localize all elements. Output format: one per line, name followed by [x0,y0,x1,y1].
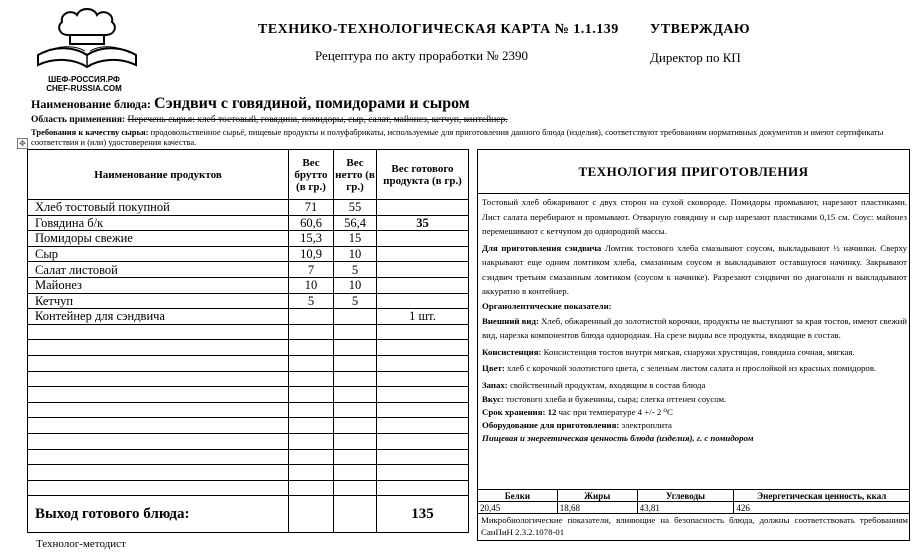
technology-panel [477,149,910,541]
table-header-row [28,150,469,200]
look-label: Внешний вид: [482,315,539,326]
dish-label: Наименование блюда: [31,97,151,111]
empty-row [28,418,469,434]
scope-label: Область применения: [31,115,126,125]
storage-paragraph [482,407,907,418]
technolog-signature-label: Технолог-методист [36,538,126,550]
storage-label: Срок хранения: [482,407,546,417]
header-ready: Вес готового продукта (в гр.) [377,150,469,200]
taste-label: Вкус: [482,394,504,404]
table-move-handle-icon[interactable]: ✥ [17,138,28,149]
cell-net: 55 [334,200,377,216]
cell-ready [377,277,469,293]
scope-line [31,115,508,125]
header-product-name: Наименование продуктов [28,150,289,200]
empty-row [28,355,469,371]
requirements-line [31,127,901,147]
empty-row [28,340,469,356]
equipment-paragraph [482,420,907,431]
output-value: 135 [377,496,469,533]
cell-ready [377,246,469,262]
value-fats: 18,68 [557,502,637,514]
nutrition-title-text: Пищевая и энергетическая ценность блюда (изделия), г. с помидором [482,433,754,443]
taste-paragraph [482,394,907,405]
tech-paragraph-1: Тостовый хлеб обжаривают с двух сторон на сухой сковороде. Помидоры промывают, нарезают пластиками. Лист салата перебирают и промывают. Отварную говядину и сыр нарезают пластиками 0,15 см. Соус: майонез перемешивают с кетчупом до однородной массы. [482,197,907,236]
tech-p2-text: Ломтик тостового хлеба смазывают соусом, выкладывают ½ начинки. Сверху накрывают еще одним ломтиком хлеба, смазанным соусом и выкладывают оставшуюся начинку. Закрывают сэндвич третьим смазанным ломтиком (соусом к начинке). Разрезают сэндвичи по диагонали и выкладывают аккуратно в контейнер. [482,242,908,296]
organoleptic-heading [482,301,907,312]
cell-gross: 60,6 [289,215,334,231]
nutrition-header-row [478,490,910,502]
dish-line [31,95,470,113]
look-text: Хлеб, обжаренный до золотистой корочки, продукты не выступают за края тостов, имеют свежий вид, нарезка компонентов блюда однородная. На срезе видны все продукты, входящие в состав. [482,315,907,340]
logo-text-ru: ШЕФ-РОССИЯ.РФ [48,75,120,84]
storage-text: час при температуре 4 +/- 2 ⁰С [558,407,673,417]
microbiology-note: Микробиологические показатели, влияющие на безопасность блюда, должны соответствовать требованиям СанПиН 2.3.2.1078-01 [481,515,908,537]
cell-net: 5 [334,293,377,309]
cell-net [334,309,377,325]
header-fats: Жиры [557,490,637,502]
value-proteins: 20,45 [478,502,558,514]
nutrition-title [482,433,907,444]
tech-p2-label: Для приготовления сэндвича [482,242,602,253]
output-row [28,496,469,533]
header-gross: Вес брутто (в гр.) [289,150,334,200]
dish-name: Сэндвич с говядиной, помидорами и сыром [153,95,470,112]
color-paragraph [482,361,907,376]
cell-gross: 5 [289,293,334,309]
recipe-reference: Рецептура по акту проработки № 2390 [315,48,528,63]
cell-name: Хлеб тостовый покупной [28,200,289,216]
empty-row [28,324,469,340]
cell-net: 15 [334,231,377,247]
header-energy: Энергетическая ценность, ккал [734,490,910,502]
cell-name: Говядина б/к [28,215,289,231]
consistency-label: Консистенция: [482,346,542,357]
cell-gross: 10,9 [289,246,334,262]
table-row [28,309,469,325]
header-carbs: Углеводы [637,490,734,502]
empty-row [28,433,469,449]
requirements-label: Требования к качеству сырья: [31,127,149,137]
cell-gross: 10 [289,277,334,293]
approve-label: УТВЕРЖДАЮ [650,22,751,37]
cell-ready [377,231,469,247]
cell-name: Салат листовой [28,262,289,278]
logo-text-en: CHEF-RUSSIA.COM [46,84,122,93]
value-carbs: 43,81 [637,502,734,514]
cell-name: Сыр [28,246,289,262]
table-row [28,277,469,293]
card-title: ТЕХНИКО-ТЕХНОЛОГИЧЕСКАЯ КАРТА № 1.1.139 [258,22,619,37]
smell-label: Запах: [482,379,508,390]
cell-ready: 1 шт. [377,309,469,325]
table-row [28,200,469,216]
cell-name: Майонез [28,277,289,293]
cell-gross [289,309,334,325]
output-label: Выход готового блюда: [28,496,289,533]
nutrition-table [477,489,910,514]
empty-row [28,465,469,481]
cell-ready: 35 [377,215,469,231]
technology-body [482,195,907,446]
chef-russia-logo [30,5,145,95]
cell-net: 10 [334,277,377,293]
cell-ready [377,200,469,216]
table-row [28,215,469,231]
cell-gross: 15,3 [289,231,334,247]
cell-ready [377,293,469,309]
cell-ready [377,262,469,278]
value-energy: 426 [734,502,910,514]
cell-net: 10 [334,246,377,262]
nutrition-values-row [478,502,910,514]
equipment-text: электроплита [621,420,672,430]
cell-gross: 71 [289,200,334,216]
storage-value: 12 [547,407,557,417]
consistency-paragraph [482,345,907,360]
cell-name: Помидоры свежие [28,231,289,247]
header-proteins: Белки [478,490,558,502]
organoleptic-label: Органолептические показатели: [482,300,612,311]
empty-row [28,449,469,465]
smell-text: свойственный продуктам, входящим в состав блюда [509,379,706,390]
consistency-text: Консистенция тостов внутри мягкая, снаружи хрустящая, говядина сочная, мягкая. [543,346,855,357]
requirements-value: продовольственное сырьё, пищевые продукты и полуфабрикаты, используемые для приготовления данного блюда (изделия), соответствуют требованиям нормативных документов и имеют сертификаты соответствия и (или) удостоверения качества. [31,127,884,147]
cell-net: 56,4 [334,215,377,231]
look-paragraph [482,314,907,343]
empty-row [28,371,469,387]
table-row [28,246,469,262]
color-label: Цвет: [482,363,505,373]
cell-name: Кетчуп [28,293,289,309]
tech-paragraph-2 [482,241,907,299]
smell-paragraph [482,378,907,393]
equipment-label: Оборудование для приготовления: [482,420,620,430]
cell-gross: 7 [289,262,334,278]
ingredients-table [27,149,469,533]
cell-name: Контейнер для сэндвича [28,309,289,325]
taste-text: тостового хлеба и буженины, сыра; слегка оттенен соусом. [505,394,727,404]
director-label: Директор по КП [650,50,741,65]
empty-row [28,402,469,418]
color-text: хлеб с корочкой золотистого цвета, с зеленым листом салата и прослойкой из красных помидоров. [506,363,877,373]
cell-net: 5 [334,262,377,278]
chef-hat-book-icon [30,5,145,75]
table-row [28,293,469,309]
table-row [28,262,469,278]
technology-title: ТЕХНОЛОГИЯ ПРИГОТОВЛЕНИЯ [478,150,909,194]
scope-value: Перечень сырья: хлеб тостовый, говядина, помидоры, сыр, салат, майонез, кетчуп, контейнер. [127,115,508,125]
table-row [28,231,469,247]
empty-row [28,387,469,403]
empty-row [28,480,469,496]
header-net: Вес нетто (в гр.) [334,150,377,200]
